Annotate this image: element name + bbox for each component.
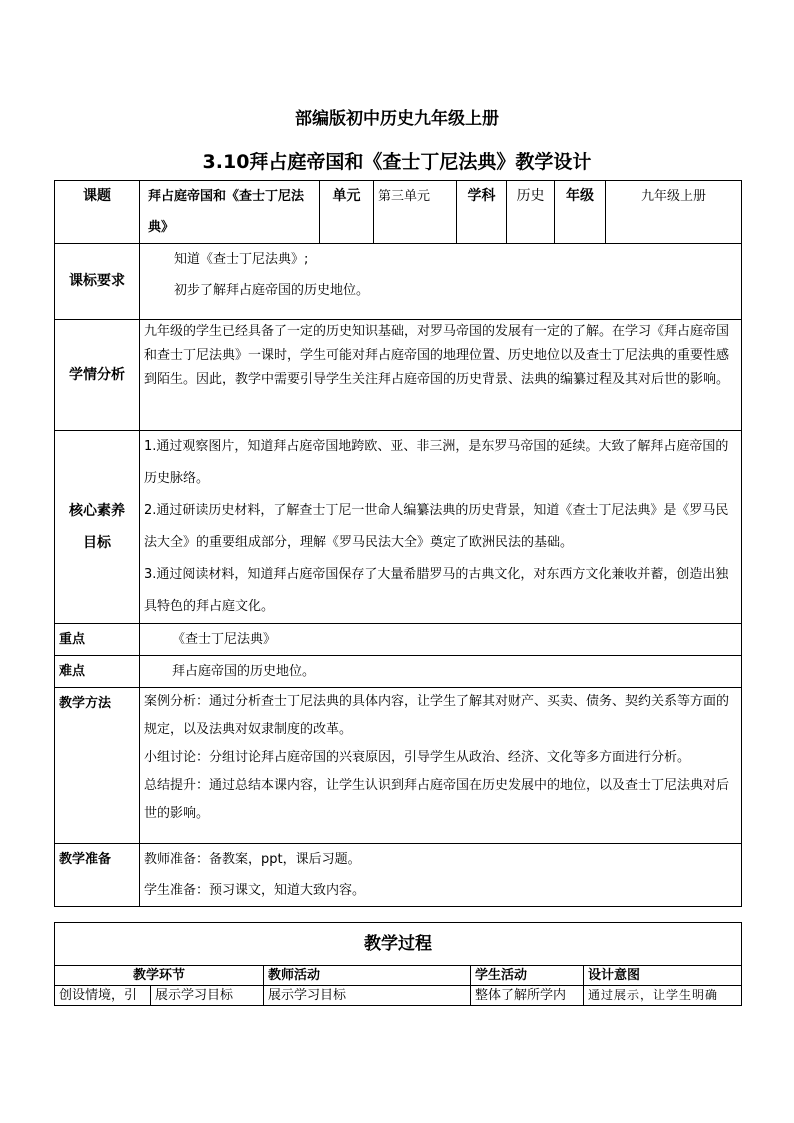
key-point-row — [55, 624, 742, 656]
methods-label: 教学方法 — [55, 688, 140, 844]
grade-label: 年级 — [555, 181, 606, 244]
key-point-content: 《查士丁尼法典》 — [140, 624, 742, 656]
methods-row — [55, 688, 742, 844]
document-subtitle: 部编版初中历史九年级上册 — [295, 109, 499, 129]
methods-content — [140, 688, 742, 844]
analysis-row — [55, 320, 742, 431]
goals-row — [55, 431, 742, 624]
stage-detail-cell: 展示学习目标 — [151, 986, 264, 1006]
lesson-info-table — [54, 180, 742, 907]
process-title-row — [55, 923, 742, 966]
teacher-activity-cell: 展示学习目标 — [264, 986, 471, 1006]
goals-label: 核心素养 目标 — [55, 431, 140, 624]
difficulty-label: 难点 — [55, 656, 140, 688]
design-intent-cell: 通过展示，让学生明确 — [584, 986, 742, 1006]
subject-label: 学科 — [457, 181, 507, 244]
goals-content — [140, 431, 742, 624]
analysis-content: 九年级的学生已经具备了一定的历史知识基础，对罗马帝国的发展有一定的了解。在学习《拜占庭帝国和查士丁尼法典》一课时，学生可能对拜占庭帝国的地理位置、历史地位以及查士丁尼法典的重要性感到陌生。因此，教学中需要引导学生关注拜占庭帝国的历史背景、法典的编纂过程及其对后世的影响。 — [140, 320, 742, 431]
method-item: 总结提升：通过总结本课内容，让学生认识到拜占庭帝国在历史发展中的地位，以及查士丁尼法典对后世的影响。 — [144, 778, 730, 821]
difficulty-row — [55, 656, 742, 688]
curriculum-label: 课标要求 — [55, 244, 140, 320]
topic-row — [55, 181, 742, 244]
teacher-prep: 教师准备：备教案，ppt，课后习题。 — [144, 852, 361, 867]
student-prep: 学生准备：预习课文，知道大致内容。 — [144, 883, 366, 898]
prep-row — [55, 844, 742, 907]
curriculum-line: 知道《查士丁尼法典》; — [174, 252, 309, 267]
prep-content — [140, 844, 742, 907]
prep-label: 教学准备 — [55, 844, 140, 907]
header-stage: 教学环节 — [55, 966, 264, 986]
analysis-label: 学情分析 — [55, 320, 140, 431]
teaching-process-table — [54, 922, 742, 1006]
process-title: 教学过程 — [55, 923, 742, 966]
goal-item: 1.通过观察图片，知道拜占庭帝国地跨欧、亚、非三洲，是东罗马帝国的延续。大致了解拜占庭帝国的历史脉络。 — [144, 439, 729, 486]
topic-label: 课题 — [55, 181, 140, 244]
student-activity-cell: 整体了解所学内 — [471, 986, 584, 1006]
topic-value: 拜占庭帝国和《查士丁尼法典》 — [140, 181, 320, 244]
header-teacher-activity: 教师活动 — [264, 966, 471, 986]
curriculum-content — [140, 244, 742, 320]
curriculum-line: 初步了解拜占庭帝国的历史地位。 — [174, 283, 370, 298]
grade-value: 九年级上册 — [606, 181, 742, 244]
stage-cell: 创设情境，引 — [55, 986, 151, 1006]
unit-value: 第三单元 — [374, 181, 457, 244]
header-design-intent: 设计意图 — [584, 966, 742, 986]
curriculum-row — [55, 244, 742, 320]
method-item: 小组讨论：分组讨论拜占庭帝国的兴衰原因，引导学生从政治、经济、文化等多方面进行分析。 — [144, 750, 691, 765]
method-item: 案例分析：通过分析查士丁尼法典的具体内容，让学生了解其对财产、买卖、债务、契约关系等方面的规定，以及法典对奴隶制度的改革。 — [144, 694, 730, 737]
key-point-label: 重点 — [55, 624, 140, 656]
process-header-row — [55, 966, 742, 986]
header-student-activity: 学生活动 — [471, 966, 584, 986]
goal-item: 2.通过研读历史材料，了解查士丁尼一世命人编纂法典的历史背景，知道《查士丁尼法典》是《罗马民法大全》的重要组成部分，理解《罗马民法大全》奠定了欧洲民法的基础。 — [144, 503, 729, 550]
difficulty-content: 拜占庭帝国的历史地位。 — [140, 656, 742, 688]
subject-value: 历史 — [507, 181, 555, 244]
document-title: 3.10拜占庭帝国和《查士丁尼法典》教学设计 — [202, 151, 592, 173]
table-row — [55, 986, 742, 1006]
goal-item: 3.通过阅读材料，知道拜占庭帝国保存了大量希腊罗马的古典文化，对东西方文化兼收并蓄，创造出独具特色的拜占庭文化。 — [144, 567, 729, 614]
unit-label: 单元 — [320, 181, 374, 244]
